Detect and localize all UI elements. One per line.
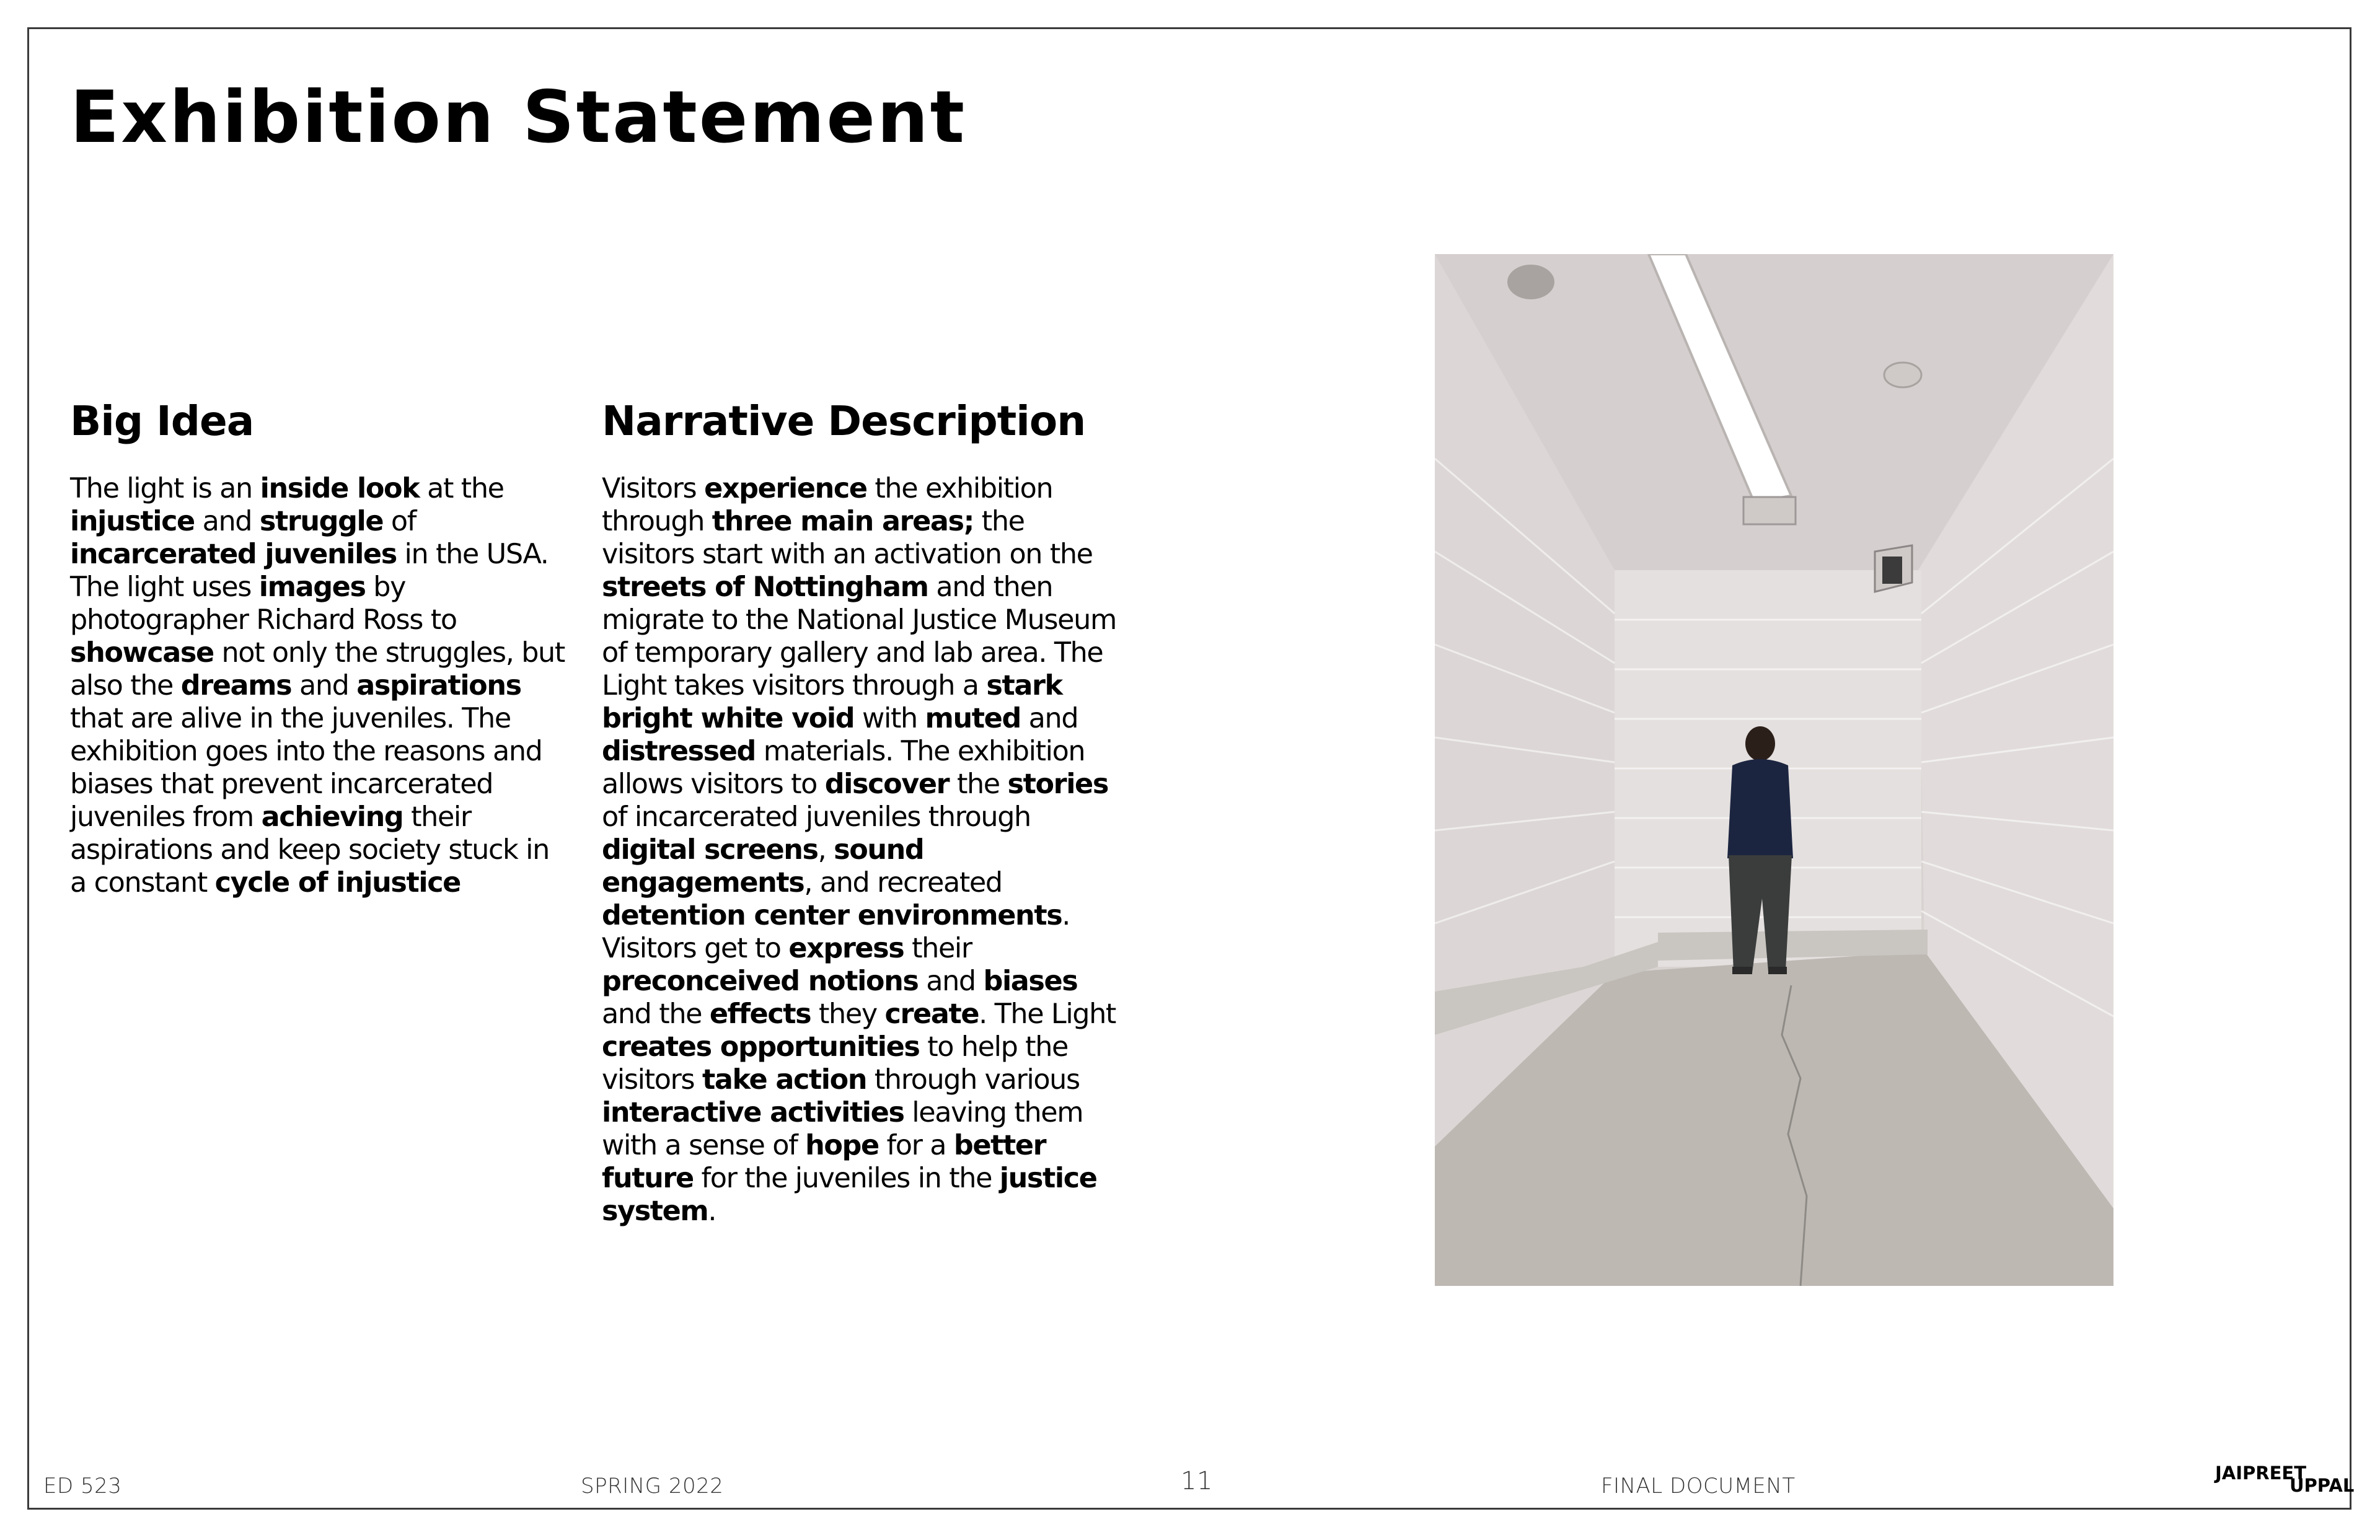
footer-page-number: 11 (1181, 1467, 1213, 1495)
narrative-heading: Narrative Description (602, 397, 1086, 445)
big-idea-body: The light is an inside look at the injustice and struggle of incarcerated juveniles in the USA. The light uses images by photographer Richard Ross to showcase not only the struggles, but also the dreams and aspirations that are alive in the juveniles. The exhibition goes into the reasons and biases that prevent incarcerated juveniles from achieving their aspirations and keep society stuck in a constant cycle of injustice (70, 473, 565, 899)
logo-last-name: UPPAL (2290, 1475, 2355, 1496)
sprinkler (1507, 265, 1554, 299)
footer-course: ED 523 (43, 1474, 122, 1498)
logo-first-name: JAIPREET (2215, 1463, 2307, 1484)
big-idea-heading: Big Idea (70, 397, 254, 445)
smoke-detector (1884, 363, 1921, 387)
shirt (1727, 759, 1793, 858)
detention-cell-illustration (1435, 254, 2113, 1286)
narrative-body: Visitors experience the exhibition through three main areas; the visitors start with an activation on the streets of Nottingham and then migrate to the National Justice Museum of temporary gallery and lab area. The Light takes visitors through a stark bright white void with muted and distressed materials. The exhibition allows visitors to discover the stories of incarcerated juveniles through digital screens, sound engagements, and recreated detention center environments. Visitors get to express their preconceived notions and biases and the effects they create. The Light creates opportunities to help the visitors take action through various interactive activities leaving them with a sense of hope for a better future for the juveniles in the justice system. (602, 473, 1116, 1227)
footer-term: SPRING 2022 (581, 1474, 724, 1498)
page-title: Exhibition Statement (70, 76, 967, 159)
big-idea-section (70, 397, 566, 899)
narrative-section (602, 397, 1116, 1228)
ceiling-vent (1743, 497, 1796, 524)
author-logo (2215, 1463, 2355, 1506)
footer-document: FINAL DOCUMENT (1601, 1474, 1796, 1498)
detention-cell-photo (1435, 254, 2113, 1286)
